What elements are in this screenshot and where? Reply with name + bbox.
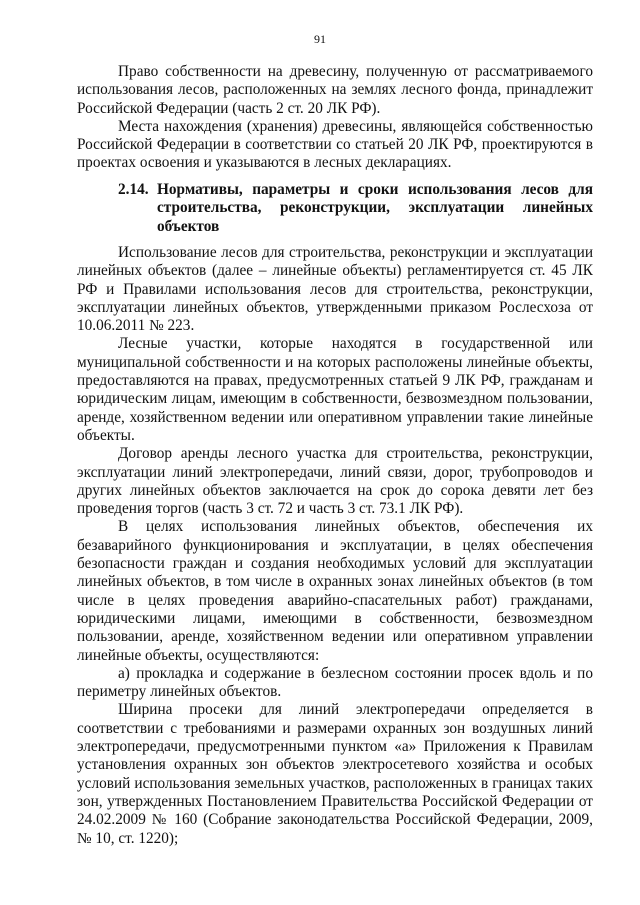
top-text-block: [77, 63, 593, 173]
section-number: 2.14.: [118, 181, 149, 198]
paragraph-storage-places: Места нахождения (хранения) древесины, являющейся собственностью Российской Федерации в соответствии со статьей 20 ЛК РФ, проектируются в проектах освоения и указываются в лесных декларациях.: [77, 117, 593, 172]
paragraph-clearing-width: Ширина просеки для линий электропередачи определяется в соответствии с требованиями и размерами охранных зон воздушных линий электропередачи, предусмотренными пунктом «а» Приложения к Правилам установления охранных зон объектов электросетевого хозяйства и особых условий использования земельных участков, расположенных в границах таких зон, утвержденных Постановлением Правительства Российской Федерации от 24.02.2009 № 160 (Собрание законодательства Российской Федерации, 2009, № 10, ст. 1220);: [77, 701, 593, 847]
section-title: Нормативы, параметры и сроки использования лесов для строительства, реконструкции, эксплуатации линейных объектов: [157, 181, 593, 235]
paragraph-property-rights: Право собственности на древесину, полученную от рассматриваемого использования лесов, расположенных на землях лесного фонда, принадлежит Российской Федерации (часть 2 ст. 20 ЛК РФ).: [77, 63, 593, 117]
paragraph-purposes: В целях использования линейных объектов, обеспечения их безаварийного функционирования и эксплуатации, в целях обеспечения безопасности граждан и создания необходимых условий для эксплуатации линейных объектов, в том числе в охранных зонах линейных объектов (в том числе в целях проведения аварийно-спасательных работ) гражданами, юридическими лицами, имеющими в собственности, безвозмездном пользовании, аренде, хозяйственном ведении или оперативном управлении линейные объекты, осуществляются:: [77, 518, 593, 664]
section-heading: [77, 181, 593, 236]
paragraph-regulation: Использование лесов для строительства, реконструкции и эксплуатации линейных объектов (далее – линейные объекты) регламентируется ст. 45 ЛК РФ и Правилами использования лесов для строительства, реконструкции, эксплуатации линейных объектов, утвержденными приказом Рослесхоза от 10.06.2011 № 223.: [77, 244, 593, 335]
paragraph-lease-agreement: Договор аренды лесного участка для строительства, реконструкции, эксплуатации линий электропередачи, линий связи, дорог, трубопроводов и других линейных объектов заключается на срок до сорока девяти лет без проведения торгов (часть 3 ст. 72 и часть 3 ст. 73.1 ЛК РФ).: [77, 445, 593, 518]
list-item-a: а) прокладка и содержание в безлесном состоянии просек вдоль и по периметру линейных объектов.: [77, 664, 593, 701]
main-text-block: [77, 244, 593, 848]
paragraph-forest-plots: Лесные участки, которые находятся в государственной или муниципальной собственности и на которых расположены линейные объекты, предоставляются на правах, предусмотренных статьей 9 ЛК РФ, гражданам и юридическим лицам, имеющим в собственности, безвозмездном пользовании, аренде, хозяйственном ведении или оперативном управлении такие линейные объекты.: [77, 335, 593, 444]
page-number: 91: [314, 32, 326, 46]
